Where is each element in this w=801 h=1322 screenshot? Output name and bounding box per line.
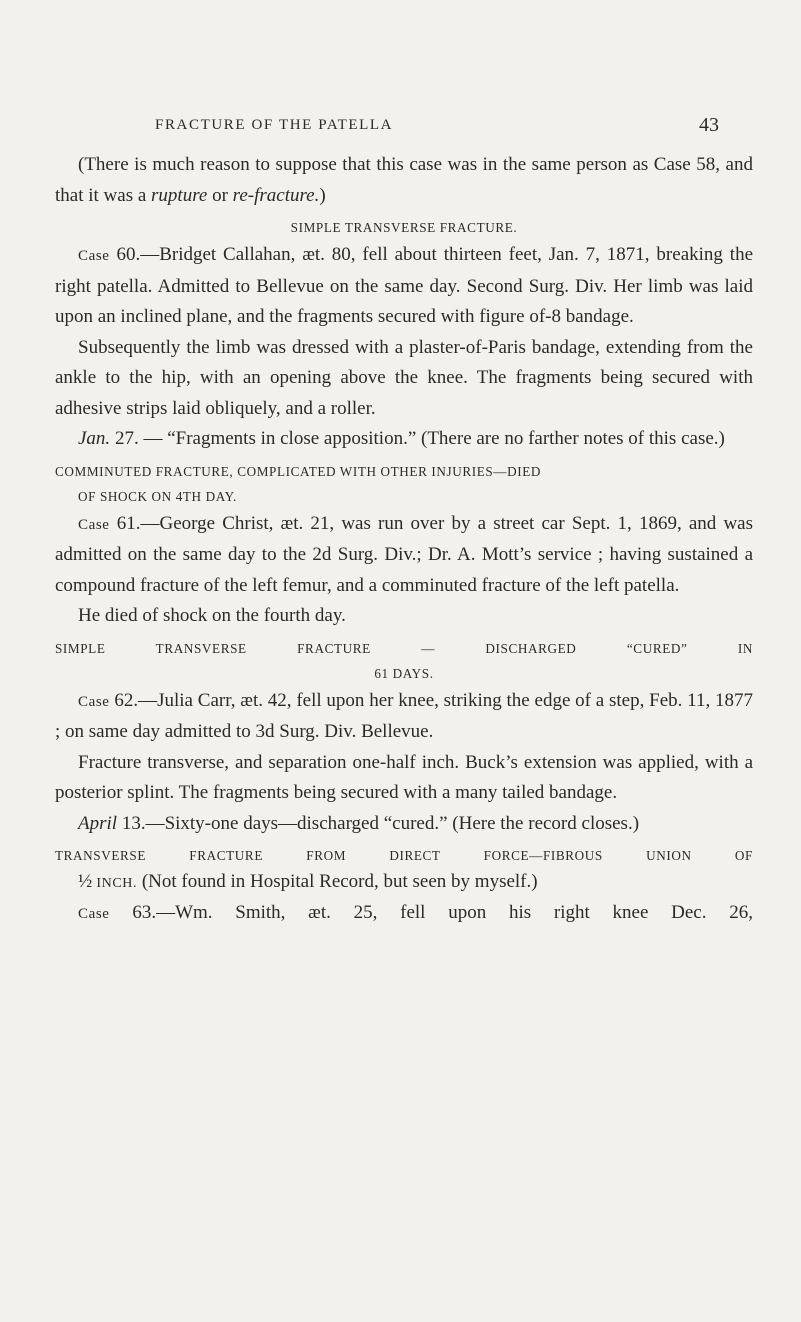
paragraph-fracture-transverse: Fracture transverse, and separation one-half inch. Buck’s extension was applied, with a posterior splint. The fragments being secured with a many tailed bandage. <box>55 751 753 803</box>
body-text <box>55 150 753 930</box>
heading-continuation: ½ INCH. (Not found in Hospital Record, but seen by myself.) <box>78 871 538 892</box>
paragraph-case58-note: (There is much reason to suppose that this case was in the same person as Case 58, and that it was a rupture or re-fracture.) <box>55 154 753 206</box>
paragraph-died: He died of shock on the fourth day. <box>78 605 346 626</box>
paragraph-case62: Case 62.—Julia Carr, æt. 42, fell upon her knee, striking the edge of a step, Feb. 11, 1877 ; on same day admitted to 3d Surg. Div. Bellevue. <box>55 689 753 742</box>
paragraph-case63: Case 63.—Wm. Smith, æt. 25, fell upon his right knee Dec. 26, <box>78 902 753 923</box>
section-heading-discharged-cured: SIMPLE TRANSVERSE FRACTURE — DISCHARGED “CURED” IN 61 DAYS. <box>55 640 753 681</box>
paragraph-subsequently: Subsequently the limb was dressed with a plaster-of-Paris bandage, extending from the ankle to the hip, with an opening above the knee. The fragments being secured with adhesive strips laid obliquely, and a roller. <box>55 336 753 419</box>
paragraph-jan27: Jan. 27. — “Fragments in close apposition.” (There are no farther notes of this case.) <box>78 428 725 449</box>
page-number: 43 <box>699 114 719 136</box>
paragraph-april13: April 13.—Sixty-one days—discharged “cured.” (Here the record closes.) <box>78 812 640 834</box>
section-heading-direct-force: TRANSVERSE FRACTURE FROM DIRECT FORCE—FIBROUS UNION OF ½ INCH. (Not found in Hospital Record, but seen by myself.) <box>55 843 753 898</box>
section-heading-comminuted: COMMINUTED FRACTURE, COMPLICATED WITH OTHER INJURIES—DIED OF SHOCK ON 4TH DAY. <box>55 463 541 504</box>
section-heading-simple-transverse: SIMPLE TRANSVERSE FRACTURE. <box>290 220 518 235</box>
running-title: FRACTURE OF THE PATELLA <box>155 117 394 133</box>
paragraph-case60: Case 60.—Bridget Callahan, æt. 80, fell about thirteen feet, Jan. 7, 1871, breaking the right patella. Admitted to Bellevue on the same day. Second Surg. Div. Her limb was laid upon an inclined plane, and the fragments secured with figure of-8 bandage. <box>55 244 753 327</box>
paragraph-case61: Case 61.—George Christ, æt. 21, was run over by a street car Sept. 1, 1869, and was admitted on the same day to the 2d Surg. Div.; Dr. A. Mott’s service ; having sustained a compound fracture of the left femur, and a comminuted fracture of the left patella. <box>55 512 753 596</box>
running-head <box>155 114 719 137</box>
